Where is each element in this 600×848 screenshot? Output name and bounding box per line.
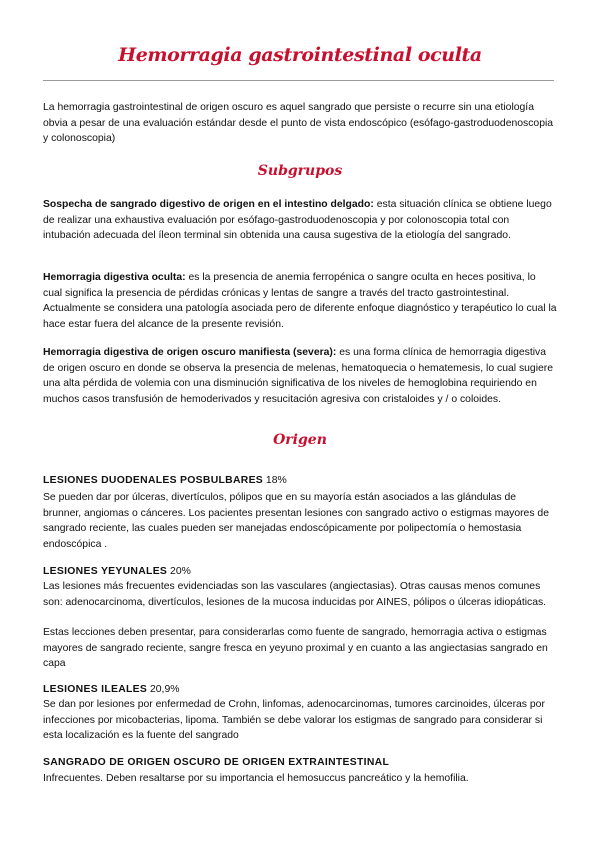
origen-ileales-heading [43,682,557,698]
subgrupos-heading: Subgrupos [257,163,343,179]
subgrupo-text: es la presencia de anemia ferropénica o sangre oculta en heces positiva, lo cual significa la presencia de pérdidas crónicas y lentas de sangre a través del tracto gastrointestinal. Actualmente se considera una patología asociada pero de diferente enfoque diagnóstico y terapéutico lo cual la hace estar fuera del alcance de la presente revisión. [43,272,557,330]
origen-label: SANGRADO DE ORIGEN OSCURO DE ORIGEN EXTRAINTESTINAL [43,757,390,768]
subgrupo-term: Hemorragia digestiva de origen oscuro manifiesta (severa): [43,347,337,358]
origen-percent: 20% [167,566,191,577]
title-divider [43,80,554,81]
subgrupo-text: esta situación clínica se obtiene luego de realizar una exhaustiva evaluación por esófago-gastroduodenoscopia y por colonoscopia total con intubación adecuada del íleon terminal sin obtenida una causa sugestiva de la etiología del sangrado. [43,199,552,241]
origen-duodenales-heading [43,473,557,489]
origen-label: LESIONES ILEALES [43,684,148,695]
subgrupo-term: Hemorragia digestiva oculta: [43,272,186,283]
origen-yeyunales-heading [43,564,557,580]
origen-duodenales-text: Se pueden dar por úlceras, divertículos, pólipos que en su mayoría están asociados a las glándulas de brunner, angiomas o cánceres. Los pacientes presentan lesiones con sangrado activo o estigmas mayores de sangrado reciente, las cuales pueden ser manejadas endoscópicamente por polipectomía o hemostasia endoscópica . [43,492,549,550]
intro-paragraph: La hemorragia gastrointestinal de origen oscuro es aquel sangrado que persiste o recurre sin una etiología obvia a pesar de una evaluación estándar desde el punto de vista endoscópico (esófago-gastroduodenoscopia y colonoscopia) [43,102,554,144]
origen-percent: 20,9% [147,684,180,695]
origen-extraintestinal-text: Infrecuentes. Deben resaltarse por su importancia el hemosuccus pancreático y la hemofilia. [43,773,469,784]
origen-label: LESIONES YEYUNALES [43,566,168,577]
origen-heading: Origen [273,432,327,448]
origen-percent: 18% [263,475,287,486]
origen-yeyunales-text-2: Estas lecciones deben presentar, para considerarlas como fuente de sangrado, hemorragia activa o estigmas mayores de sangrado reciente, sangre fresca en yeyuno proximal y en cuanto a las angiectasias sangrado en capa [43,627,548,669]
subgrupo-text: es una forma clínica de hemorragia digestiva de origen oscuro en donde se observa la presencia de melenas, hematoquecia o hematemesis, lo cual sugiere una alta pérdida de volemia con una disminución significativa de los niveles de hemoglobina requiriendo en muchos casos transfusión de hemoderivados y resucitación agresiva con cristaloides y / o coloides. [43,347,554,405]
subgrupo-oculta [43,270,557,332]
subgrupo-sospecha [43,197,557,244]
subgrupo-manifiesta [43,345,557,407]
origen-label: LESIONES DUODENALES POSBULBARES [43,475,264,486]
subgrupo-term: Sospecha de sangrado digestivo de origen en el intestino delgado: [43,199,374,210]
origen-extraintestinal-heading [43,755,557,771]
origen-ileales-text: Se dan por lesiones por enfermedad de Crohn, linfomas, adenocarcinomas, tumores carcinoides, úlceras por infecciones por micobacterias, lipoma. También se debe valorar los estigmas de sangrado para considerar si esta localización es la fuente del sangrado [43,699,545,741]
page-title: Hemorragia gastrointestinal oculta [118,44,482,66]
origen-yeyunales-text: Las lesiones más frecuentes evidenciadas son las vasculares (angiectasias). Otras causas menos comunes son: adenocarcinoma, divertículos, lesiones de la mucosa inducidas por AINES, pólipos o úlceras idiopáticas. [43,581,547,608]
